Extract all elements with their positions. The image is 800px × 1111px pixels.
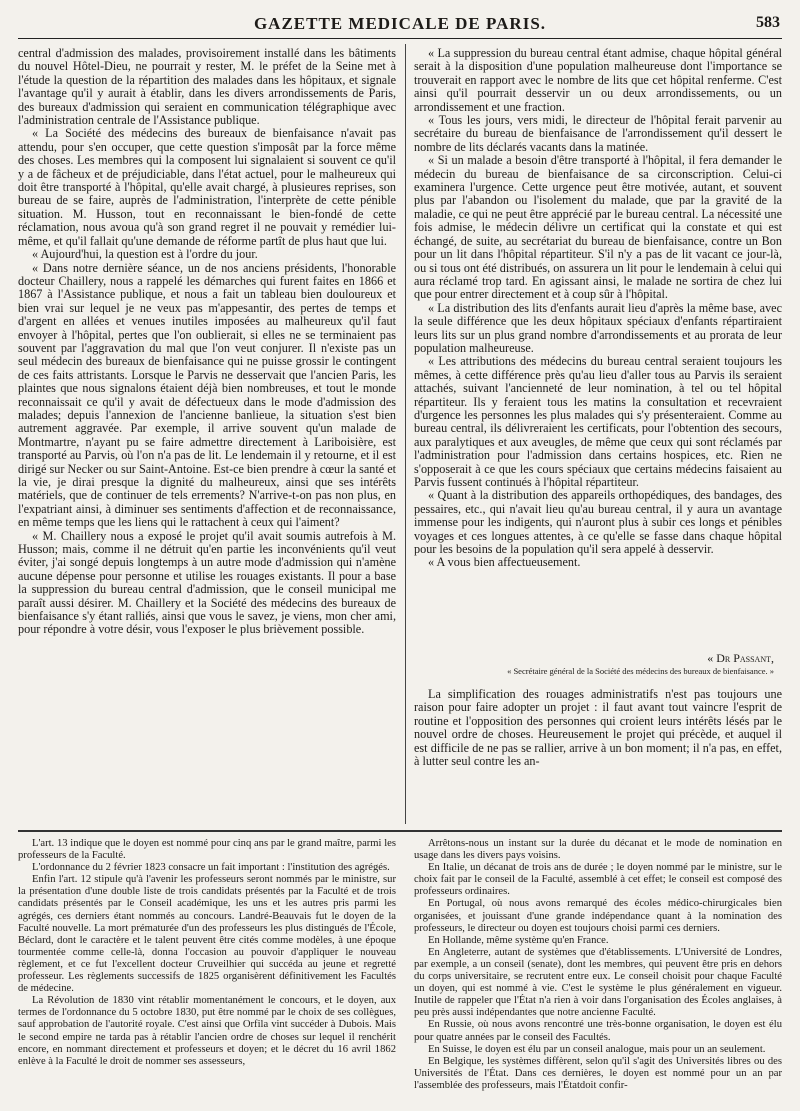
signature-role: « Secrétaire général de la Société des médecins des bureaux de bienfaisance. »: [507, 666, 774, 676]
paragraph: En Italie, un décanat de trois ans de durée ; le doyen nommé par le ministre, sur le choix fait par le conseil de la Faculté, assemblé à cet effet; le conseil est composé des professeurs ordinaires.: [414, 862, 782, 898]
closing-paragraph-block: [414, 688, 782, 768]
paragraph: « La Société des médecins des bureaux de bienfaisance n'avait pas attendu, pour s'en occuper, que cette question s'imposât par la force même des choses. Les membres qui la composent lui signalaient si souvent ce qu'il y a de fâcheux et de préjudiciable, dans l'état actuel, pour le malheureux qui doit être transporté à l'hôpital, qu'elle avait chargé, à plusieures reprises, son bureau de se faire, auprès de l'administration, l'interprète de cette pénible situation. M. Husson, tout en reconnaissant le bien-fondé de cette réclamation, nous avoua qu'à son grand regret il ne pouvait y remédier lui-même, et qu'il fallait qu'une demande de réforme partît de plus haut que lui.: [18, 126, 396, 248]
paragraph: En Russie, où nous avons rencontré une très-bonne organisation, le doyen est élu pour quatre années par le conseil des Facultés.: [414, 1019, 782, 1043]
paragraph: « La distribution des lits d'enfants aurait lieu d'après la même base, avec la seule différence que les deux hôpitaux spéciaux d'enfants répartiraient leurs lits sur un plus grand nombre d'arrondissements et au prorata de leur population malheureuse.: [414, 300, 782, 355]
lower-right-column: [414, 838, 782, 1092]
section-divider: [18, 830, 782, 832]
paragraph: « La suppression du bureau central étant admise, chaque hôpital général serait à la disposition d'une population malheureuse dont l'importance se trouverait en rapport avec le nombre de lits que cet hôpital renferme. C'est ainsi qu'il pourrait desservir un ou deux arrondissements, ou un arrondissement et une fraction.: [414, 46, 782, 114]
paragraph: « A vous bien affectueusement.: [428, 555, 581, 570]
paragraph: En Hollande, même système qu'en France.: [428, 934, 609, 946]
paragraph: « Dans notre dernière séance, un de nos anciens présidents, l'honorable docteur Chaillery, nous a rappelé les démarches qui furent faites en 1866 et 1867 à l'Assistance publique, et nous a fait un tableau bien douloureux et bien vrai sur lequel je ne veux pas m'appesantir, des pertes de temps et d'argent en allées et venues inutiles imposées au malheureux qu'il faut envoyer à l'hôpital, pertes que l'on oublierait, si elles ne se terminaient pas souvent par l'aggravation du mal que l'on veut conjurer. Il n'existe pas un seul médecin des bureaux de bienfaisance qui ne puisse grossir le contingent de ces faits attristants. Lorsque le Parvis ne desservait que l'ancien Paris, les plaintes que nous signalons étaient déjà bien nombreuses, et tout le monde reconnaissait ce qu'il y avait de défectueux dans le mode d'admission des malades; depuis l'annexion de l'ancienne banlieue, la situation s'est bien autrement aggravée. Par exemple, il arrive souvent qu'un malade de Montmartre, n'ayant pu se faire admettre directement à Lariboisière, est transporté au Parvis, où l'on n'a pas de lit. Le lendemain il y retourne, et il est dirigé sur Necker ou sur Saint-Antoine. Est-ce bien prendre à cœur la santé et la vie, je dirai presque la dignité du malheureux, ainsi que ses intérêts matériels, que de continuer de tels errements? N'arrive-t-on pas non plus, en l'expatriant ainsi, à diminuer ses sentiments d'affection et de reconnaissance, en même temps que les liens qui le rattachent à ceux qui l'aiment?: [18, 260, 396, 530]
paragraph: En Portugal, où nous avons remarqué des écoles médico-chirurgicales bien organisées, et jouissant d'une grande indépendance quant à la nomination des professeurs, le directeur ou doyen est toujours choisi parmi ces derniers.: [414, 898, 782, 934]
paragraph: « Tous les jours, vers midi, le directeur de l'hôpital ferait parvenir au secrétaire du bureau de bienfaisance de l'arrondissement qu'il dessert le nombre de lits déclarés vacants dans la matinée.: [414, 113, 782, 154]
paragraph: En Belgique, les systèmes diffèrent, selon qu'il s'agit des Universités libres ou des Universités de l'État. Dans ces dernières, le doyen est nommé pour un an par l'assemblée des professeurs, mais l'Étatdoit confir-: [414, 1055, 782, 1091]
paragraph: En Angleterre, autant de systèmes que d'établissements. L'Université de Londres, par exemple, a un conseil (senate), dont les membres, qui peuvent être pris en dehors du corps universitaire, se recrutent entre eux. Le conseil choisit pour chaque Faculté un doyen, qui est nommé à vie. C'est le système le plus généralement en vigueur. Inutile de rappeler que l'État n'a rien à voir dans l'organisation des Écoles anglaises, à peu près aussi indépendantes que notre ancienne Faculté.: [414, 946, 782, 1019]
upper-left-column: [18, 47, 396, 637]
column-divider: [405, 44, 406, 824]
paragraph: « Quant à la distribution des appareils orthopédiques, des bandages, des pessaires, etc., qui n'avait lieu qu'au bureau central, il y aura un avantage immense pour les indigents, qui n'auront plus à subir ces longs et pénibles voyages et ces longues attentes, à ce qu'elle se fasse dans chaque hôpital pour les besoins de la population qu'il sera appelé à desservir.: [414, 488, 782, 557]
paragraph: Enfin l'art. 12 stipule qu'à l'avenir les professeurs seront nommés par le ministre, sur la présentation d'une double liste de trois candidats présentés par la Faculté et de trois candidats présentés par le Conseil académique, les uns et les autres pris parmi les agrégés, ces derniers étant nommés au concours. Landré-Beauvais fut le doyen de la Faculté nouvelle. La mort prématurée d'un des professeurs les plus distingués de l'École, Béclard, dont le caractère et le talent peuvent être cités comme modèles, à une époque tourmentée comme celle-là, donna l'occasion au pouvoir d'appliquer le nouveau règlement, et ce fut l'excellent docteur Cruveilhier qui succéda au jeune et regretté professeur. Les règlements successifs de 1825 organisèrent définitivement les Facultés de médecine.: [18, 874, 396, 995]
paragraph: « Les attributions des médecins du bureau central seraient toujours les mêmes, à cette différence près qu'au lieu d'aller tous au Parvis ils seraient attachés, suivant l'ancienneté de leur nomination, à tel ou tel hôpital répartiteur. Ils y feraient tous les matins la consultation et recevraient d'urgence les personnes les plus malades qui s'y présenteraient. Comme au bureau central, ils délivreraient les certificats, pour l'obtention des secours, aux paralytiques et aux aveugles, de même que ceux qui sont réclamés par l'administration pour l'admission dans certains hospices, etc. Rien ne s'opposerait à ce que les cours spéciaux que certains médecins faisaient au Parvis fussent continués à l'hôpital répartiteur.: [414, 354, 782, 489]
paragraph: central d'admission des malades, provisoirement installé dans les bâtiments du nouvel Hôtel-Dieu, ne pourrait y rester, M. le préfet de la Seine met à l'étude la question de la répartition des malades dans les hôpitaux, et signale l'avantage qu'il y aurait à établir, dans les divers arrondissements de Paris, des bureaux d'admission qui seraient en communication télégraphique avec l'administration centrale de l'Assistance publique.: [18, 46, 396, 128]
paragraph: « M. Chaillery nous a exposé le projet qu'il avait soumis autrefois à M. Husson; mais, comme il ne détruit qu'en partie les inconvénients qu'il veut éviter, j'ai songé depuis longtemps à un autre mode d'admission qui n'amène aucune dépense pour personne et utilise les rouages existants. Il pour a base la suppression du bureau central d'admission, que le conseil municipal me paraît aussi désirer. M. Chaillery et la Société des médecins des bureaux de bienfaisance s'y étant ralliés, ainsi que vous le savez, je viens, mon cher ami, pour répondre à votre désir, vous l'exposer le plus brièvement possible.: [18, 528, 396, 637]
upper-right-column: [414, 47, 782, 649]
journal-title: GAZETTE MEDICALE DE PARIS.: [253, 14, 547, 33]
paragraph: « Si un malade a besoin d'être transporté à l'hôpital, il fera demander le médecin du bureau de bienfaisance de sa circonscription. Celui-ci examinera l'urgence. Cette urgence peut être motivée, autant, et souvent plus par l'abandon ou l'isolement du malade, que par la gravité de la maladie, ce qui ne peut être apprécié par le bureau central. La nécessité une fois admise, le médecin délivre un certificat qui la constate et qui est échangé, de suite, au secrétariat du bureau de bienfaisance, contre un Bon pour un lit dans l'hôpital répartiteur. S'il n'y a pas de lit vacant ce jour-là, ou si tous ont été distribués, on assurera un lit pour le lendemain à celui qui aura réclamé trop tard. En agissant ainsi, le malade ne sortira de chez lui que pour entrer directement et à coup sûr à l'hôpital.: [414, 153, 782, 302]
paragraph: La simplification des rouages administratifs n'est pas toujours une raison pour faire adopter un projet : il faut avant tout vaincre l'esprit de routine et l'opposition des personnes qui croient leurs intérêts lésés par le nouvel ordre de choses. Heureusement le projet qui précède, et auquel il est difficile de ne pas se rallier, arrive à un bon moment; il n'a pas, en effet, à lutter seul contre les an-: [414, 687, 782, 769]
paragraph: « Aujourd'hui, la question est à l'ordre du jour.: [32, 247, 258, 262]
page-number: 583: [756, 14, 780, 31]
signature-name: « Dr Passant,: [707, 651, 774, 665]
paragraph: En Suisse, le doyen est élu par un conseil analogue, mais pour un an seulement.: [428, 1043, 766, 1055]
paragraph: La Révolution de 1830 vint rétablir momentanément le concours, et le doyen, aux termes de l'ordonnance du 5 octobre 1830, put être nommé par le choix de ses collègues, sauf approbation de l'autorité royale. C'est ainsi que Orfila vint succéder à Dubois. Mais le second empire ne tarda pas à rétablir l'ancien ordre de choses sur lequel il renchérit encore, en nommant directement et professeurs et doyen; et le décret du 16 avril 1862 enlève à la Faculté le droit de nommer ses assesseurs,: [18, 995, 396, 1067]
paragraph: L'art. 13 indique que le doyen est nommé pour cinq ans par le grand maître, parmi les professeurs de la Faculté.: [18, 838, 396, 862]
lower-left-column: [18, 838, 396, 1068]
paragraph: Arrêtons-nous un instant sur la durée du décanat et le mode de nomination en usage dans les divers pays voisins.: [414, 838, 782, 862]
running-header: [18, 10, 782, 39]
letter-signature: [424, 652, 774, 676]
paragraph: L'ordonnance du 2 février 1823 consacre un fait important : l'institution des agrégés.: [32, 862, 390, 874]
